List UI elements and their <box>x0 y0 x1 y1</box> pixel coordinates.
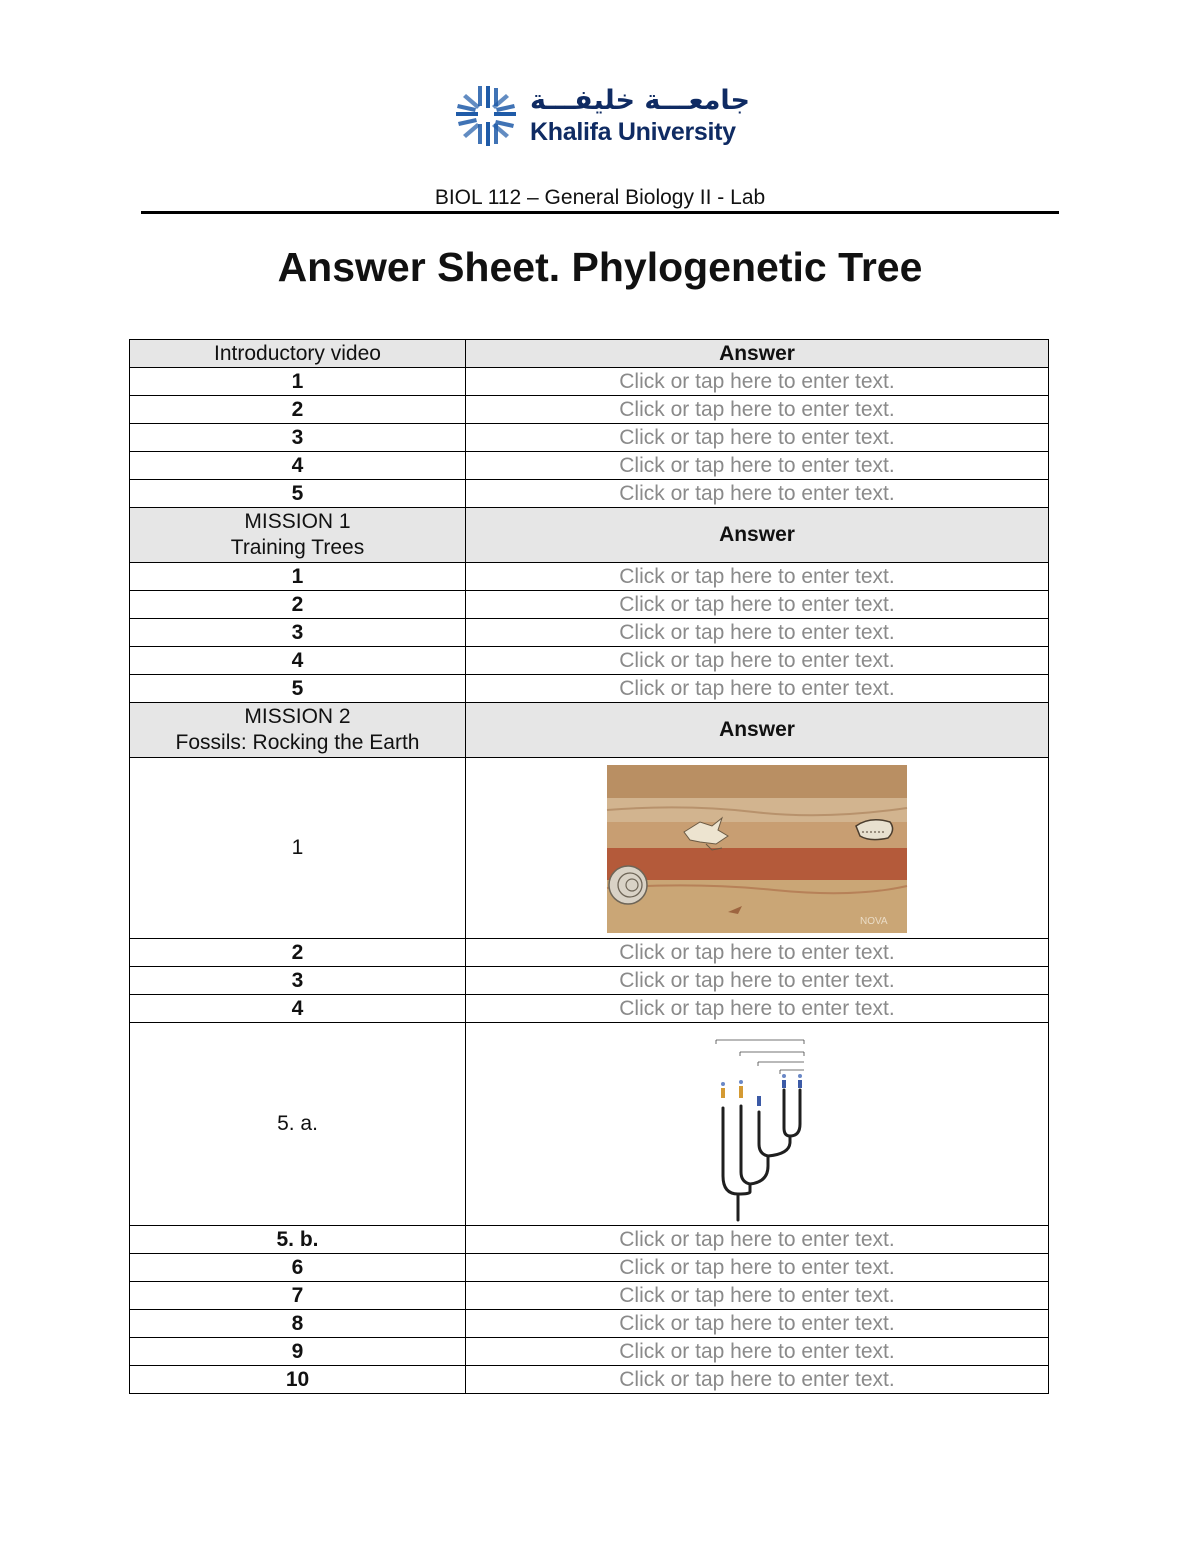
mission1-label: MISSION 1 <box>244 510 351 533</box>
answer-field[interactable]: Click or tap here to enter text. <box>466 452 1049 480</box>
question-number: 4 <box>130 452 466 480</box>
question-number: 7 <box>130 1282 466 1310</box>
fossil-layers-image <box>604 760 910 936</box>
answer-field[interactable]: Click or tap here to enter text. <box>466 563 1049 591</box>
intro-answer-heading: Answer <box>466 340 1049 368</box>
answer-field[interactable]: Click or tap here to enter text. <box>466 939 1049 967</box>
question-number: 2 <box>130 591 466 619</box>
question-number: 5. b. <box>130 1226 466 1254</box>
answer-table <box>129 339 1049 1394</box>
answer-field[interactable]: Click or tap here to enter text. <box>466 591 1049 619</box>
question-number: 1 <box>130 563 466 591</box>
question-number: 5. a. <box>130 1023 466 1226</box>
answer-field[interactable]: Click or tap here to enter text. <box>466 480 1049 508</box>
answer-field[interactable]: Click or tap here to enter text. <box>466 424 1049 452</box>
question-number: 3 <box>130 967 466 995</box>
question-number: 4 <box>130 647 466 675</box>
question-number: 1 <box>130 758 466 939</box>
khalifa-logo-mark-icon <box>452 82 520 150</box>
page-title: Answer Sheet. Phylogenetic Tree <box>277 244 923 290</box>
question-number: 2 <box>130 939 466 967</box>
answer-field[interactable]: Click or tap here to enter text. <box>466 647 1049 675</box>
answer-field[interactable]: Click or tap here to enter text. <box>466 1338 1049 1366</box>
answer-field[interactable]: Click or tap here to enter text. <box>466 619 1049 647</box>
answer-field[interactable]: Click or tap here to enter text. <box>466 1254 1049 1282</box>
question-number: 5 <box>130 480 466 508</box>
mission2-heading <box>130 703 466 758</box>
logo-arabic-name: جامعـــة خليفـــة <box>530 85 751 116</box>
question-number: 10 <box>130 1366 466 1394</box>
phylogenetic-tree-image <box>702 1024 812 1224</box>
intro-heading: Introductory video <box>130 340 466 368</box>
dinosaur-skull-icon <box>856 820 893 840</box>
answer-field[interactable]: Click or tap here to enter text. <box>466 1366 1049 1394</box>
answer-field[interactable]: Click or tap here to enter text. <box>466 1310 1049 1338</box>
fossil-image-watermark: NOVA <box>860 916 888 927</box>
ammonite-fossil-icon <box>609 866 647 904</box>
mission2-subtitle: Fossils: Rocking the Earth <box>175 731 420 754</box>
mission1-heading <box>130 508 466 563</box>
question-number: 3 <box>130 424 466 452</box>
mission2-answer-heading: Answer <box>466 703 1049 758</box>
answer-field[interactable]: Click or tap here to enter text. <box>466 368 1049 396</box>
answer-field[interactable]: Click or tap here to enter text. <box>466 967 1049 995</box>
header-divider <box>141 211 1059 214</box>
answer-field[interactable]: Click or tap here to enter text. <box>466 1282 1049 1310</box>
question-number: 4 <box>130 995 466 1023</box>
mission2-label: MISSION 2 <box>244 705 351 728</box>
question-number: 3 <box>130 619 466 647</box>
question-number: 6 <box>130 1254 466 1282</box>
logo-english-name: Khalifa University <box>530 118 736 146</box>
answer-field[interactable]: Click or tap here to enter text. <box>466 1226 1049 1254</box>
answer-field[interactable]: Click or tap here to enter text. <box>466 396 1049 424</box>
question-number: 2 <box>130 396 466 424</box>
question-number: 1 <box>130 368 466 396</box>
question-number: 8 <box>130 1310 466 1338</box>
university-logo <box>452 74 752 158</box>
question-number: 9 <box>130 1338 466 1366</box>
course-title: BIOL 112 – General Biology II - Lab <box>434 186 766 209</box>
question-number: 5 <box>130 675 466 703</box>
mission1-answer-heading: Answer <box>466 508 1049 563</box>
mission1-subtitle: Training Trees <box>230 536 365 559</box>
answer-field[interactable]: Click or tap here to enter text. <box>466 675 1049 703</box>
fossil-answer-cell <box>466 758 1049 939</box>
answer-field[interactable]: Click or tap here to enter text. <box>466 995 1049 1023</box>
tree-answer-cell <box>466 1023 1049 1226</box>
